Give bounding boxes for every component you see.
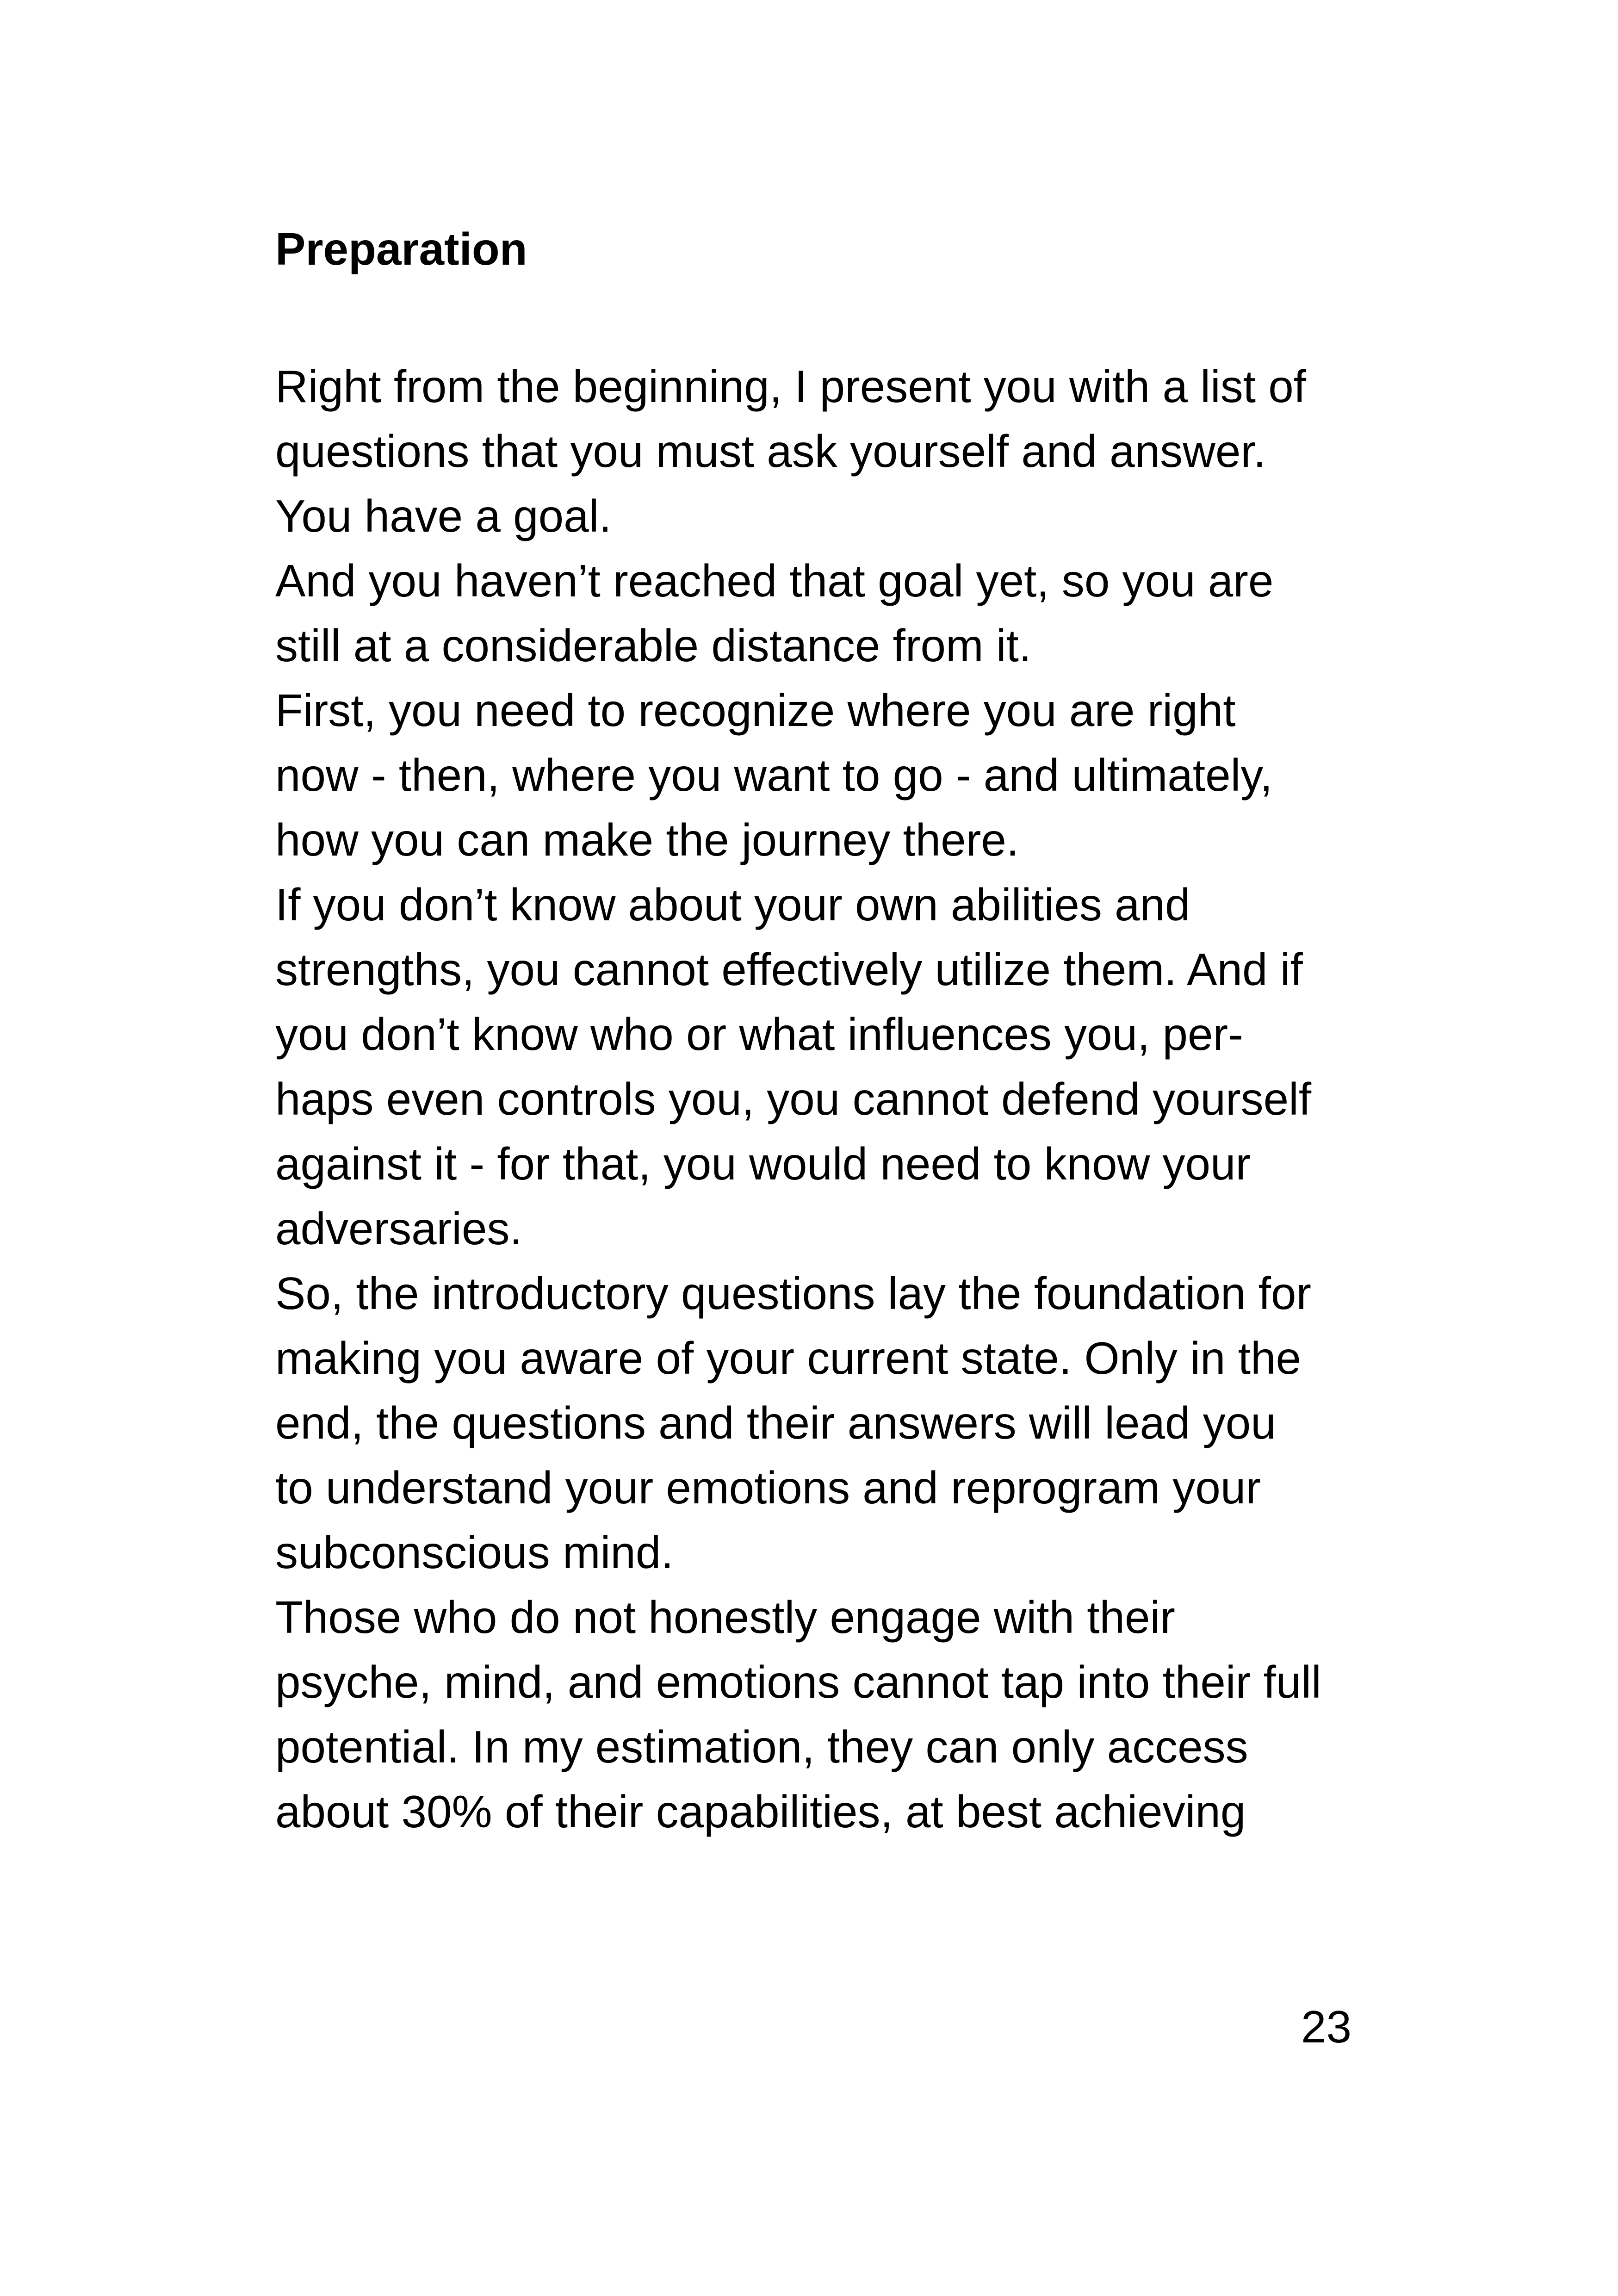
- text-line: strengths, you cannot effectively utilize them. And if: [275, 944, 1303, 995]
- body-text: [275, 354, 1395, 1844]
- text-line: haps even controls you, you cannot defend yourself: [275, 1074, 1312, 1124]
- text-line: If you don’t know about your own abilities and: [275, 879, 1190, 930]
- text-line: You have a goal.: [275, 490, 612, 541]
- text-line: subconscious mind.: [275, 1527, 674, 1578]
- text-line: Those who do not honestly engage with their: [275, 1592, 1175, 1643]
- text-line: questions that you must ask yourself and answer.: [275, 426, 1266, 477]
- text-line: you don’t know who or what influences you, per-: [275, 1009, 1243, 1060]
- text-line: making you aware of your current state. Only in the: [275, 1333, 1301, 1384]
- text-line: how you can make the journey there.: [275, 814, 1019, 865]
- text-line: adversaries.: [275, 1203, 522, 1254]
- text-line: still at a considerable distance from it.: [275, 620, 1032, 671]
- text-line: now - then, where you want to go - and ultimately,: [275, 750, 1273, 800]
- page-number: 23: [1301, 2001, 1351, 2052]
- text-line: And you haven’t reached that goal yet, so you are: [275, 555, 1274, 606]
- text-line: about 30% of their capabilities, at best achieving: [275, 1786, 1246, 1837]
- text-line: end, the questions and their answers will lead you: [275, 1397, 1276, 1448]
- text-line: to understand your emotions and reprogram your: [275, 1462, 1261, 1513]
- text-line: psyche, mind, and emotions cannot tap into their full: [275, 1657, 1321, 1707]
- text-line: Right from the beginning, I present you with a list of: [275, 361, 1306, 412]
- section-heading: Preparation: [275, 223, 527, 274]
- text-line: against it - for that, you would need to know your: [275, 1138, 1251, 1189]
- text-line: So, the introductory questions lay the foundation for: [275, 1268, 1312, 1319]
- text-line: potential. In my estimation, they can only access: [275, 1721, 1248, 1772]
- text-line: First, you need to recognize where you are right: [275, 685, 1236, 736]
